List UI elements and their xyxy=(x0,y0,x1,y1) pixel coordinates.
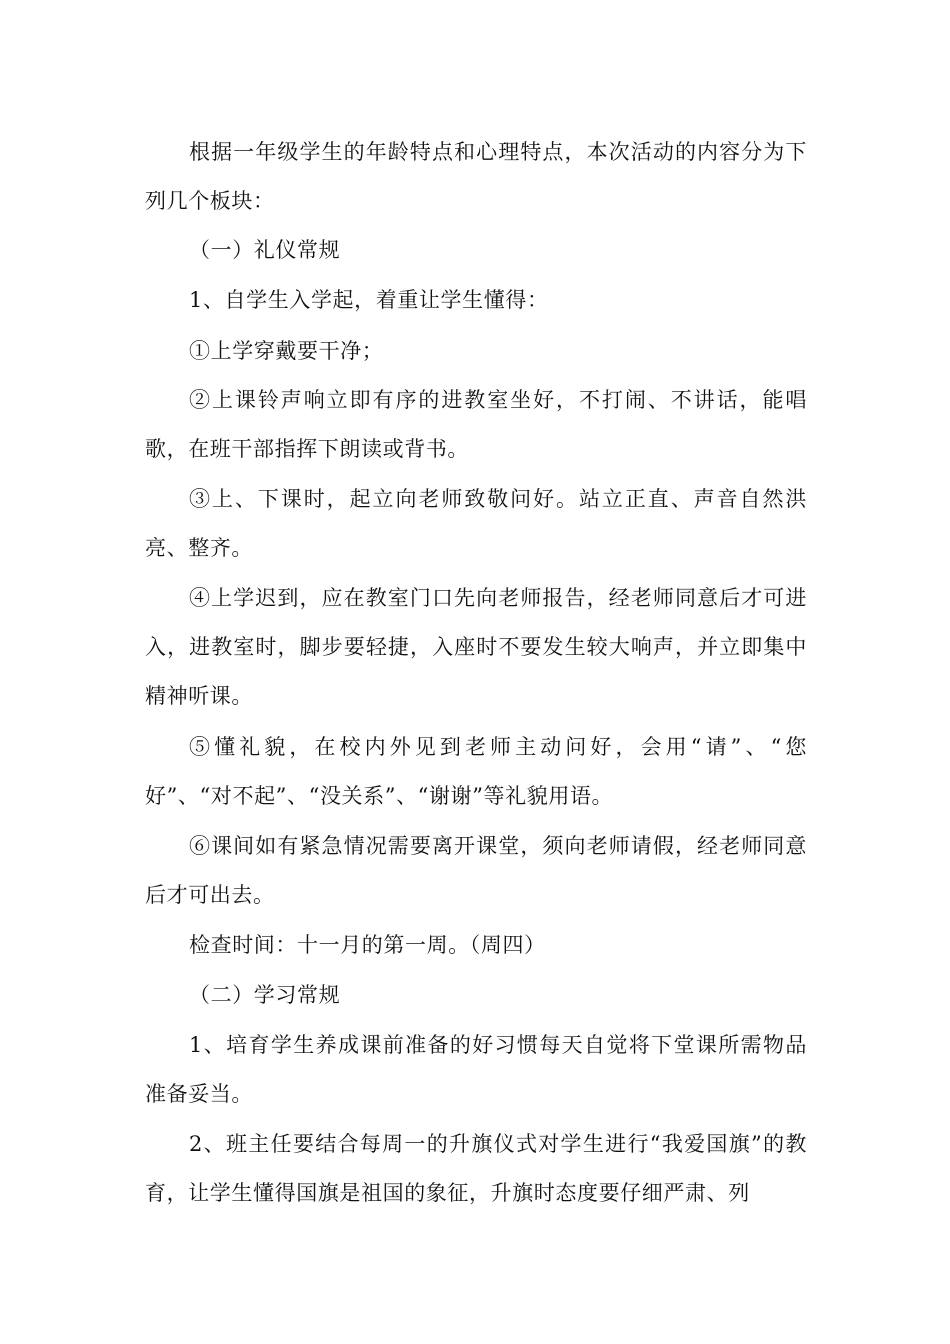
list-item: ④上学迟到，应在教室门口先向老师报告，经老师同意后才可进入，进教室时，脚步要轻捷，入座时不要发生较大响声，并立即集中精神听课。 xyxy=(145,586,807,708)
list-item: ⑤懂礼貌，在校内外见到老师主动问好，会用“请”、“您好”、“对不起”、“没关系”、“谢谢”等礼貌用语。 xyxy=(145,735,807,808)
list-item: 1、培育学生养成课前准备的好习惯每天自觉将下堂课所需物品准备妥当。 xyxy=(145,1033,807,1106)
list-item: 2、班主任要结合每周一的升旗仪式对学生进行“我爱国旗”的教育，让学生懂得国旗是祖国的象征，升旗时态度要仔细严肃、列 xyxy=(145,1132,807,1205)
check-time-line: 检查时间：十一月的第一周。（周四） xyxy=(189,933,546,957)
section-heading-etiquette: （一）礼仪常规 xyxy=(189,238,341,262)
list-item: ⑥课间如有紧急情况需要离开课堂，须向老师请假，经老师同意后才可出去。 xyxy=(145,834,807,907)
intro-paragraph: 根据一年级学生的年龄特点和心理特点，本次活动的内容分为下列几个板块： xyxy=(145,140,807,213)
list-item: 1、自学生入学起，着重让学生懂得： xyxy=(189,288,549,312)
list-item: ②上课铃声响立即有序的进教室坐好，不打闹、不讲话，能唱歌，在班干部指挥下朗读或背书。 xyxy=(145,388,807,461)
list-item: ①上学穿戴要干净； xyxy=(189,339,384,363)
list-item: ③上、下课时，起立向老师致敬问好。站立正直、声音自然洪亮、整齐。 xyxy=(145,487,807,560)
section-heading-study: （二）学习常规 xyxy=(189,983,341,1007)
